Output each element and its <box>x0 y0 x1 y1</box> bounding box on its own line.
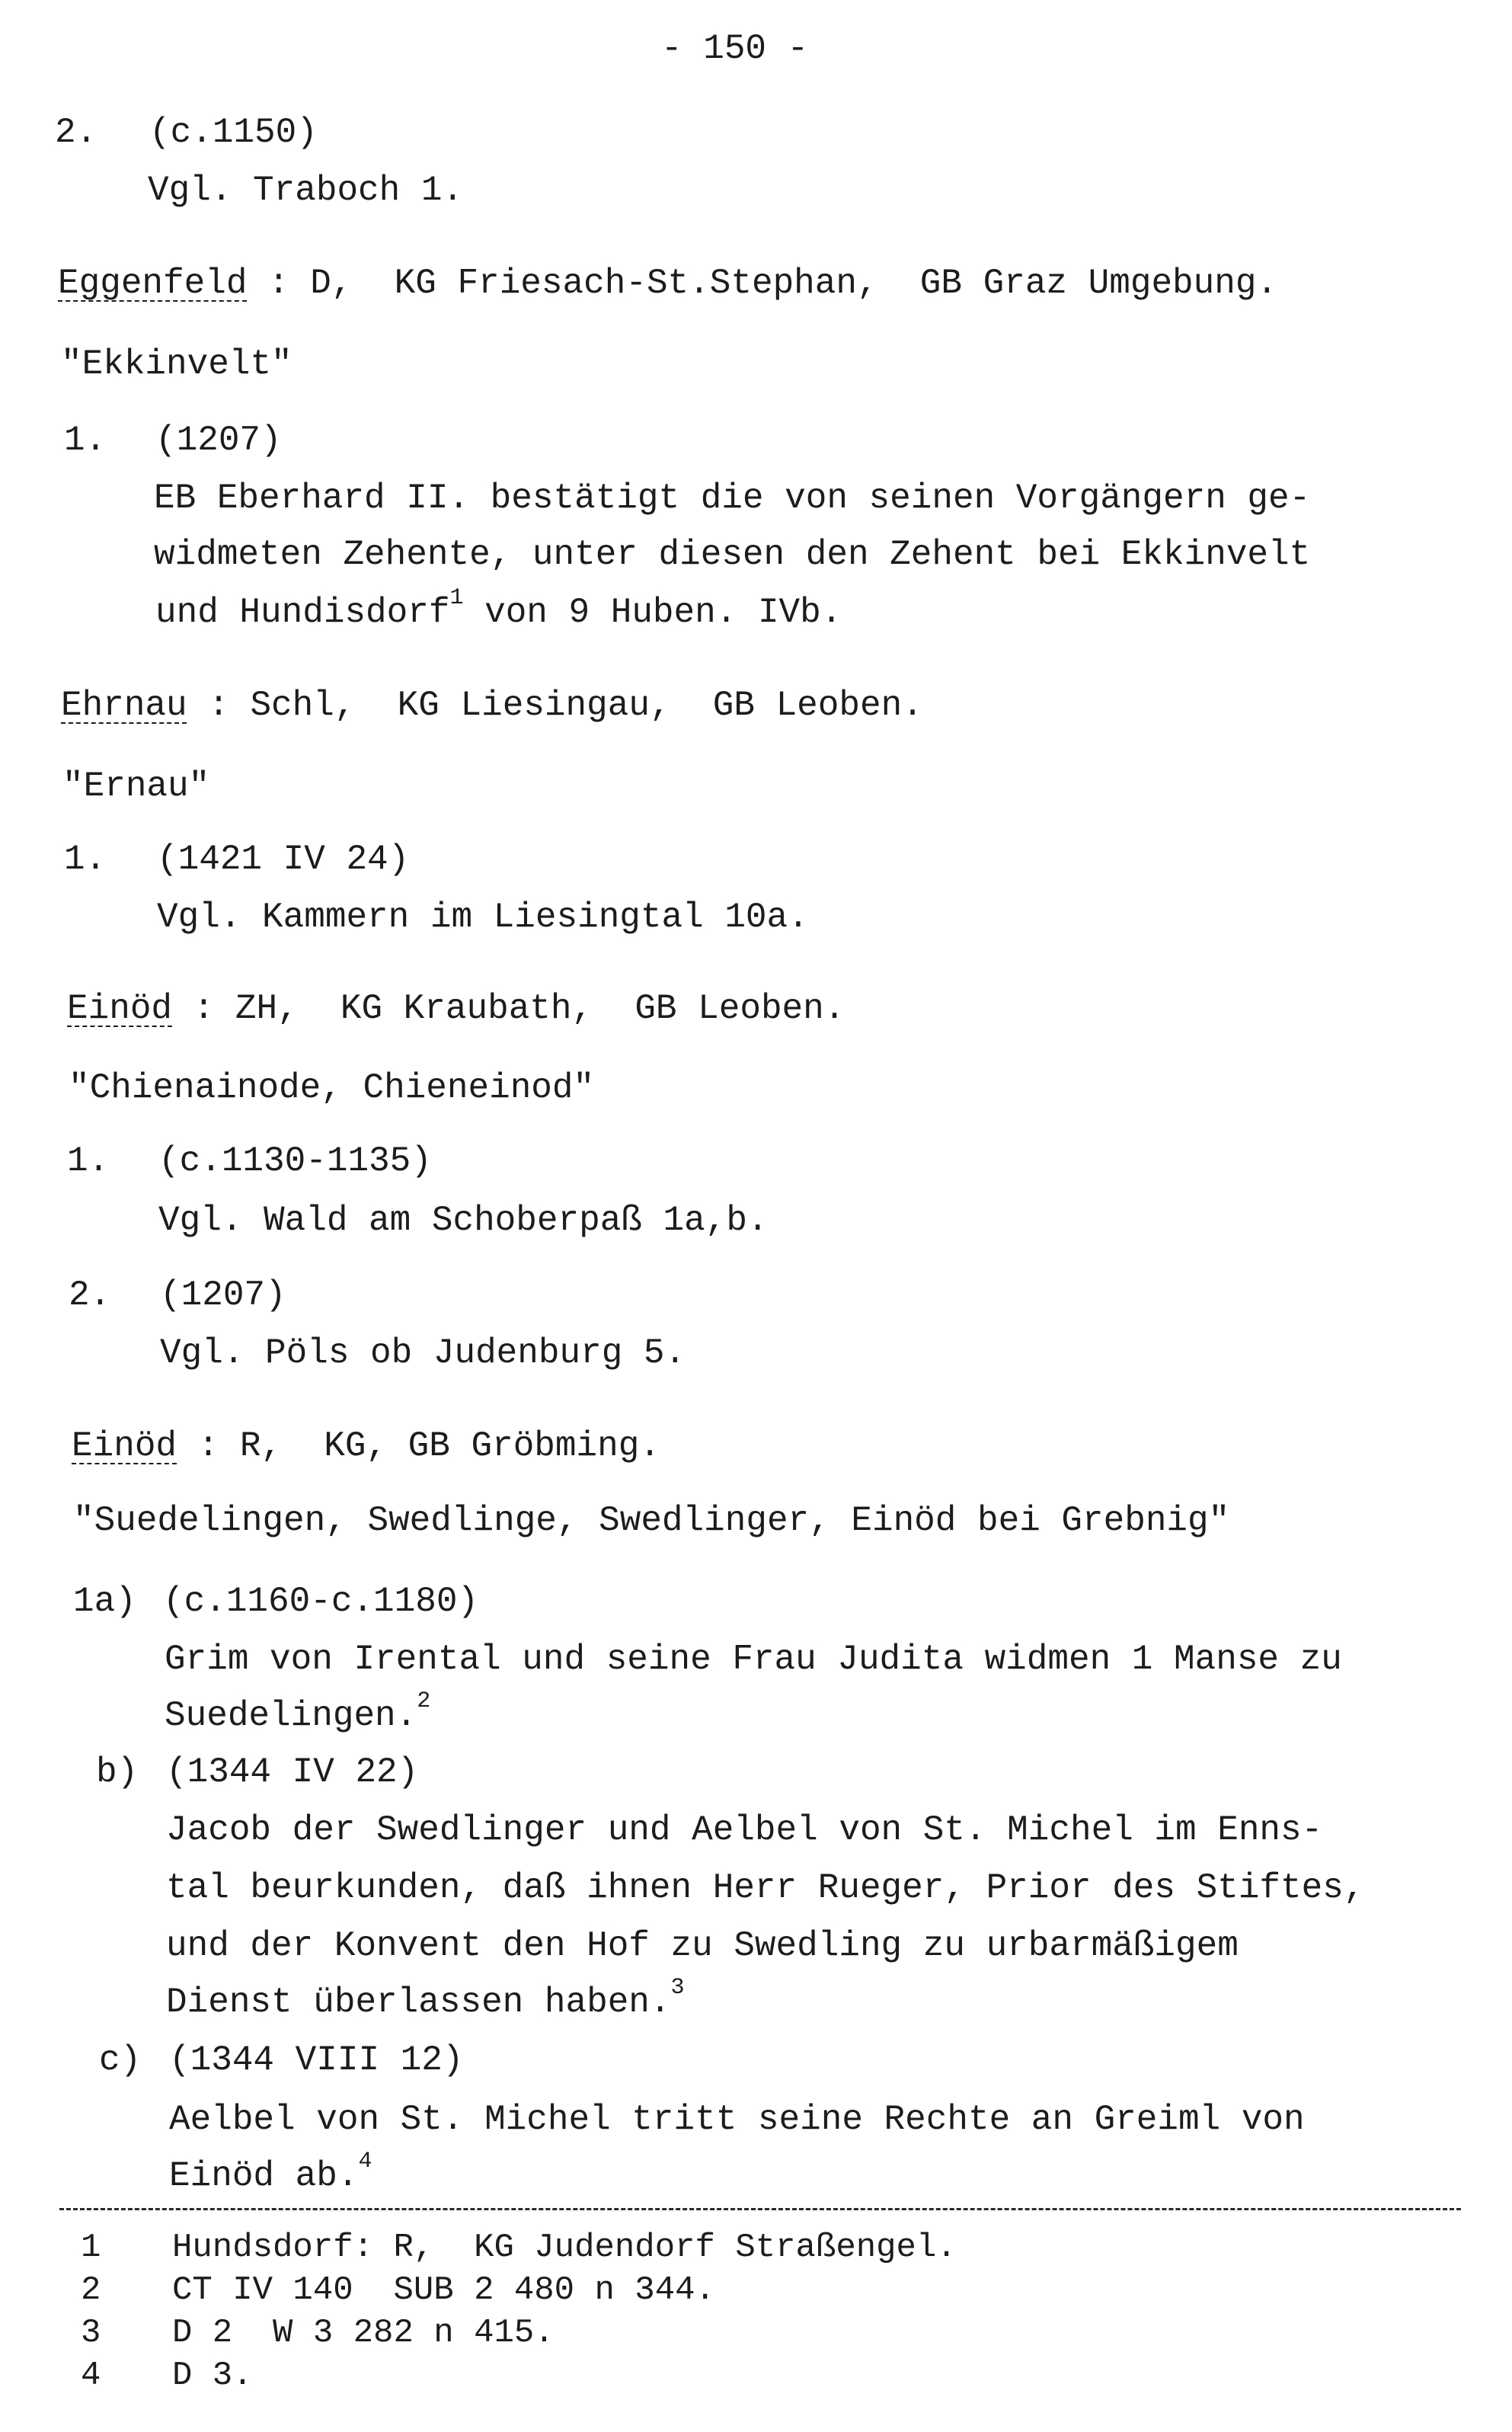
place-info: : D, KG Friesach-St.Stephan, GB Graz Umgebung. <box>247 264 1278 303</box>
footnote-text: CT IV 140 SUB 2 480 n 344. <box>172 2271 715 2309</box>
entry-date: (c.1130-1135) <box>158 1141 432 1181</box>
footnote <box>81 2270 101 2310</box>
place-heading <box>67 987 845 1030</box>
entry-date: (1421 IV 24) <box>157 840 410 879</box>
entry-label: 1. <box>64 840 107 879</box>
entry-label: c) <box>99 2040 142 2080</box>
footnote <box>81 2313 101 2353</box>
entry-text: Jacob der Swedlinger und Aelbel von St. Michel im Enns- <box>166 1810 1323 1850</box>
footnote-ref: 2 <box>417 1688 431 1714</box>
footnote-text: D 3. <box>172 2357 253 2395</box>
place-info: : Schl, KG Liesingau, GB Leoben. <box>187 686 923 725</box>
place-quote: "Ernau" <box>62 766 210 806</box>
place-heading <box>61 684 923 727</box>
entry-text: tal beurkunden, daß ihnen Herr Rueger, Prior des Stiftes, <box>166 1868 1365 1908</box>
entry-text: Grim von Irental und seine Frau Judita widmen 1 Manse zu <box>165 1640 1342 1679</box>
entry-text: Vgl. Traboch 1. <box>148 171 464 210</box>
place-info: : ZH, KG Kraubath, GB Leoben. <box>172 989 846 1029</box>
footnote <box>81 2228 101 2267</box>
place-name: Ehrnau <box>61 686 187 725</box>
entry-date: (1344 IV 22) <box>166 1752 419 1792</box>
page-number: - 150 - <box>661 29 809 69</box>
entry-text: Suedelingen.$^2$ <box>165 1688 431 1736</box>
entry-text: widmeten Zehente, unter diesen den Zehent bei Ekkinvelt <box>154 535 1311 574</box>
footnote-number: 2 <box>81 2271 101 2309</box>
place-info: : R, KG, GB Gröbming. <box>177 1426 660 1466</box>
entry-label: 2. <box>69 1275 111 1315</box>
entry-date: (1344 VIII 12) <box>169 2040 464 2080</box>
footnote-number: 1 <box>81 2229 101 2267</box>
entry-text: EB Eberhard II. bestätigt die von seinen Vorgängern ge- <box>154 478 1311 518</box>
entry-text: Aelbel von St. Michel tritt seine Rechte an Greiml von <box>169 2100 1305 2139</box>
footnote-number: 3 <box>81 2314 101 2352</box>
footnote-ref: 3 <box>670 1975 685 2001</box>
footnote-text: D 2 W 3 282 n 415. <box>172 2314 555 2352</box>
footnote-text: Hundsdorf: R, KG Judendorf Straßengel. <box>172 2229 957 2267</box>
place-heading <box>72 1425 660 1467</box>
entry-text: Einöd ab.$^4$ <box>169 2149 372 2196</box>
place-heading <box>58 262 1277 305</box>
entry-label: 1a) <box>73 1582 136 1621</box>
place-quote: "Suedelingen, Swedlinge, Swedlinger, Einöd bei Grebnig" <box>73 1501 1230 1541</box>
place-name: Einöd <box>72 1426 177 1466</box>
place-name: Einöd <box>67 989 173 1029</box>
footnote-divider <box>59 2208 1461 2210</box>
entry-label: b) <box>96 1752 139 1792</box>
place-quote: "Chienainode, Chieneinod" <box>69 1068 595 1108</box>
entry-label: 1. <box>64 421 107 460</box>
footnote-ref: 4 <box>358 2149 372 2174</box>
entry-text: und Hundisdorf$^1$ von 9 Huben. IVb. <box>155 585 842 632</box>
entry-date: (c.1160-c.1180) <box>163 1582 479 1621</box>
place-name: Eggenfeld <box>58 264 248 303</box>
entry-text: Vgl. Kammern im Liesingtal 10a. <box>157 898 809 937</box>
entry-date: (c.1150) <box>149 113 318 152</box>
entry-label: 1. <box>67 1141 110 1181</box>
entry-text: Vgl. Pöls ob Judenburg 5. <box>160 1333 686 1373</box>
entry-text: Vgl. Wald am Schoberpaß 1a,b. <box>158 1201 769 1240</box>
entry-label: 2. <box>55 113 97 152</box>
footnote-ref: 1 <box>449 585 464 611</box>
place-quote: "Ekkinvelt" <box>61 344 292 384</box>
entry-text: Dienst überlassen haben.$^3$ <box>166 1975 685 2022</box>
footnote-number: 4 <box>81 2357 101 2395</box>
entry-date: (1207) <box>160 1275 286 1315</box>
entry-text: und der Konvent den Hof zu Swedling zu urbarmäßigem <box>166 1926 1239 1966</box>
entry-date: (1207) <box>155 421 282 460</box>
footnote <box>81 2356 101 2395</box>
